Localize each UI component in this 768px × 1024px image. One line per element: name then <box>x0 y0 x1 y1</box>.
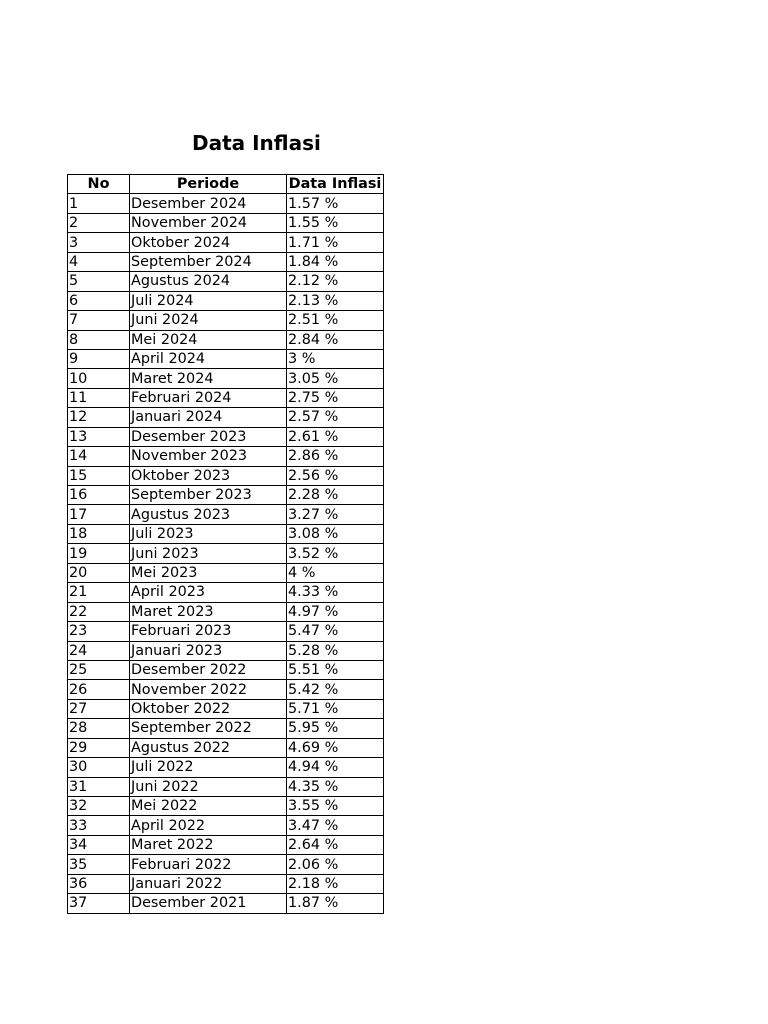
cell-periode: September 2023 <box>130 486 287 505</box>
cell-data-inflasi: 4.69 % <box>287 738 384 757</box>
cell-periode: November 2022 <box>130 680 287 699</box>
table-row <box>68 369 384 388</box>
cell-data-inflasi: 2.06 % <box>287 855 384 874</box>
cell-no: 5 <box>68 272 130 291</box>
cell-data-inflasi: 3 % <box>287 349 384 368</box>
cell-no: 19 <box>68 544 130 563</box>
table-row <box>68 486 384 505</box>
cell-no: 26 <box>68 680 130 699</box>
cell-data-inflasi: 5.71 % <box>287 699 384 718</box>
cell-periode: Juli 2023 <box>130 524 287 543</box>
table-row <box>68 544 384 563</box>
cell-no: 9 <box>68 349 130 368</box>
cell-periode: Januari 2022 <box>130 874 287 893</box>
table-row <box>68 874 384 893</box>
cell-data-inflasi: 4.97 % <box>287 602 384 621</box>
table-row <box>68 719 384 738</box>
cell-no: 16 <box>68 486 130 505</box>
cell-periode: Juni 2023 <box>130 544 287 563</box>
cell-data-inflasi: 2.12 % <box>287 272 384 291</box>
cell-data-inflasi: 1.84 % <box>287 252 384 271</box>
cell-no: 2 <box>68 213 130 232</box>
cell-no: 7 <box>68 311 130 330</box>
table-row <box>68 466 384 485</box>
cell-data-inflasi: 3.27 % <box>287 505 384 524</box>
cell-data-inflasi: 5.95 % <box>287 719 384 738</box>
table-row <box>68 855 384 874</box>
table-row <box>68 699 384 718</box>
cell-data-inflasi: 4.94 % <box>287 758 384 777</box>
table-row <box>68 311 384 330</box>
cell-data-inflasi: 3.05 % <box>287 369 384 388</box>
table-row <box>68 447 384 466</box>
table-row <box>68 330 384 349</box>
cell-periode: Juli 2022 <box>130 758 287 777</box>
table-row <box>68 777 384 796</box>
header-data-inflasi: Data Inflasi <box>287 175 384 194</box>
cell-periode: Agustus 2024 <box>130 272 287 291</box>
table-row <box>68 622 384 641</box>
table-row <box>68 835 384 854</box>
header-periode: Periode <box>130 175 287 194</box>
cell-data-inflasi: 2.61 % <box>287 427 384 446</box>
table-row <box>68 272 384 291</box>
table-row <box>68 291 384 310</box>
table-row <box>68 797 384 816</box>
cell-no: 28 <box>68 719 130 738</box>
cell-periode: Oktober 2024 <box>130 233 287 252</box>
cell-no: 37 <box>68 894 130 913</box>
cell-periode: Juli 2024 <box>130 291 287 310</box>
cell-no: 30 <box>68 758 130 777</box>
cell-no: 8 <box>68 330 130 349</box>
cell-periode: Juni 2022 <box>130 777 287 796</box>
cell-no: 34 <box>68 835 130 854</box>
cell-no: 25 <box>68 660 130 679</box>
cell-no: 32 <box>68 797 130 816</box>
cell-periode: Agustus 2022 <box>130 738 287 757</box>
header-no: No <box>68 175 130 194</box>
cell-no: 18 <box>68 524 130 543</box>
cell-data-inflasi: 4.33 % <box>287 583 384 602</box>
cell-periode: Maret 2024 <box>130 369 287 388</box>
cell-periode: Juni 2024 <box>130 311 287 330</box>
cell-periode: Desember 2024 <box>130 194 287 213</box>
cell-no: 24 <box>68 641 130 660</box>
cell-data-inflasi: 2.28 % <box>287 486 384 505</box>
cell-periode: Januari 2023 <box>130 641 287 660</box>
cell-data-inflasi: 2.84 % <box>287 330 384 349</box>
cell-data-inflasi: 5.51 % <box>287 660 384 679</box>
table-row <box>68 213 384 232</box>
cell-periode: November 2024 <box>130 213 287 232</box>
cell-data-inflasi: 4.35 % <box>287 777 384 796</box>
cell-no: 36 <box>68 874 130 893</box>
cell-data-inflasi: 5.47 % <box>287 622 384 641</box>
cell-data-inflasi: 1.55 % <box>287 213 384 232</box>
cell-periode: Februari 2024 <box>130 388 287 407</box>
cell-periode: November 2023 <box>130 447 287 466</box>
cell-no: 14 <box>68 447 130 466</box>
table-row <box>68 563 384 582</box>
cell-no: 1 <box>68 194 130 213</box>
cell-no: 21 <box>68 583 130 602</box>
cell-data-inflasi: 2.18 % <box>287 874 384 893</box>
cell-data-inflasi: 3.47 % <box>287 816 384 835</box>
cell-periode: April 2024 <box>130 349 287 368</box>
document-title: Data Inflasi <box>192 131 321 155</box>
cell-periode: Desember 2023 <box>130 427 287 446</box>
cell-data-inflasi: 4 % <box>287 563 384 582</box>
cell-data-inflasi: 1.87 % <box>287 894 384 913</box>
table-row <box>68 524 384 543</box>
cell-data-inflasi: 5.42 % <box>287 680 384 699</box>
table-row <box>68 738 384 757</box>
cell-no: 11 <box>68 388 130 407</box>
cell-periode: September 2024 <box>130 252 287 271</box>
cell-no: 12 <box>68 408 130 427</box>
cell-periode: April 2022 <box>130 816 287 835</box>
cell-periode: Desember 2021 <box>130 894 287 913</box>
cell-no: 29 <box>68 738 130 757</box>
cell-no: 31 <box>68 777 130 796</box>
cell-data-inflasi: 3.08 % <box>287 524 384 543</box>
table-header-row <box>68 175 384 194</box>
cell-periode: Agustus 2023 <box>130 505 287 524</box>
cell-data-inflasi: 3.52 % <box>287 544 384 563</box>
cell-no: 33 <box>68 816 130 835</box>
table-row <box>68 583 384 602</box>
cell-periode: Oktober 2022 <box>130 699 287 718</box>
cell-no: 6 <box>68 291 130 310</box>
cell-periode: Mei 2024 <box>130 330 287 349</box>
table-body <box>68 194 384 913</box>
table-row <box>68 233 384 252</box>
cell-no: 23 <box>68 622 130 641</box>
cell-periode: Februari 2022 <box>130 855 287 874</box>
table-row <box>68 349 384 368</box>
cell-periode: Mei 2023 <box>130 563 287 582</box>
cell-no: 3 <box>68 233 130 252</box>
cell-periode: Desember 2022 <box>130 660 287 679</box>
cell-no: 27 <box>68 699 130 718</box>
table-row <box>68 505 384 524</box>
cell-periode: Februari 2023 <box>130 622 287 641</box>
cell-data-inflasi: 2.56 % <box>287 466 384 485</box>
inflation-table <box>67 174 384 914</box>
cell-periode: September 2022 <box>130 719 287 738</box>
cell-no: 20 <box>68 563 130 582</box>
cell-data-inflasi: 2.64 % <box>287 835 384 854</box>
cell-data-inflasi: 2.13 % <box>287 291 384 310</box>
cell-data-inflasi: 1.57 % <box>287 194 384 213</box>
cell-periode: April 2023 <box>130 583 287 602</box>
table-row <box>68 680 384 699</box>
table-row <box>68 408 384 427</box>
table-row <box>68 660 384 679</box>
cell-no: 10 <box>68 369 130 388</box>
table-row <box>68 641 384 660</box>
cell-data-inflasi: 2.86 % <box>287 447 384 466</box>
cell-no: 4 <box>68 252 130 271</box>
table-row <box>68 602 384 621</box>
cell-data-inflasi: 3.55 % <box>287 797 384 816</box>
cell-periode: Maret 2023 <box>130 602 287 621</box>
cell-periode: Januari 2024 <box>130 408 287 427</box>
cell-periode: Maret 2022 <box>130 835 287 854</box>
cell-data-inflasi: 2.51 % <box>287 311 384 330</box>
cell-data-inflasi: 1.71 % <box>287 233 384 252</box>
cell-periode: Oktober 2023 <box>130 466 287 485</box>
table-row <box>68 194 384 213</box>
table-row <box>68 816 384 835</box>
cell-no: 22 <box>68 602 130 621</box>
table-row <box>68 894 384 913</box>
cell-no: 17 <box>68 505 130 524</box>
cell-data-inflasi: 5.28 % <box>287 641 384 660</box>
cell-no: 13 <box>68 427 130 446</box>
cell-data-inflasi: 2.75 % <box>287 388 384 407</box>
table-row <box>68 388 384 407</box>
table-row <box>68 427 384 446</box>
table-row <box>68 758 384 777</box>
table-row <box>68 252 384 271</box>
cell-data-inflasi: 2.57 % <box>287 408 384 427</box>
cell-periode: Mei 2022 <box>130 797 287 816</box>
cell-no: 35 <box>68 855 130 874</box>
cell-no: 15 <box>68 466 130 485</box>
